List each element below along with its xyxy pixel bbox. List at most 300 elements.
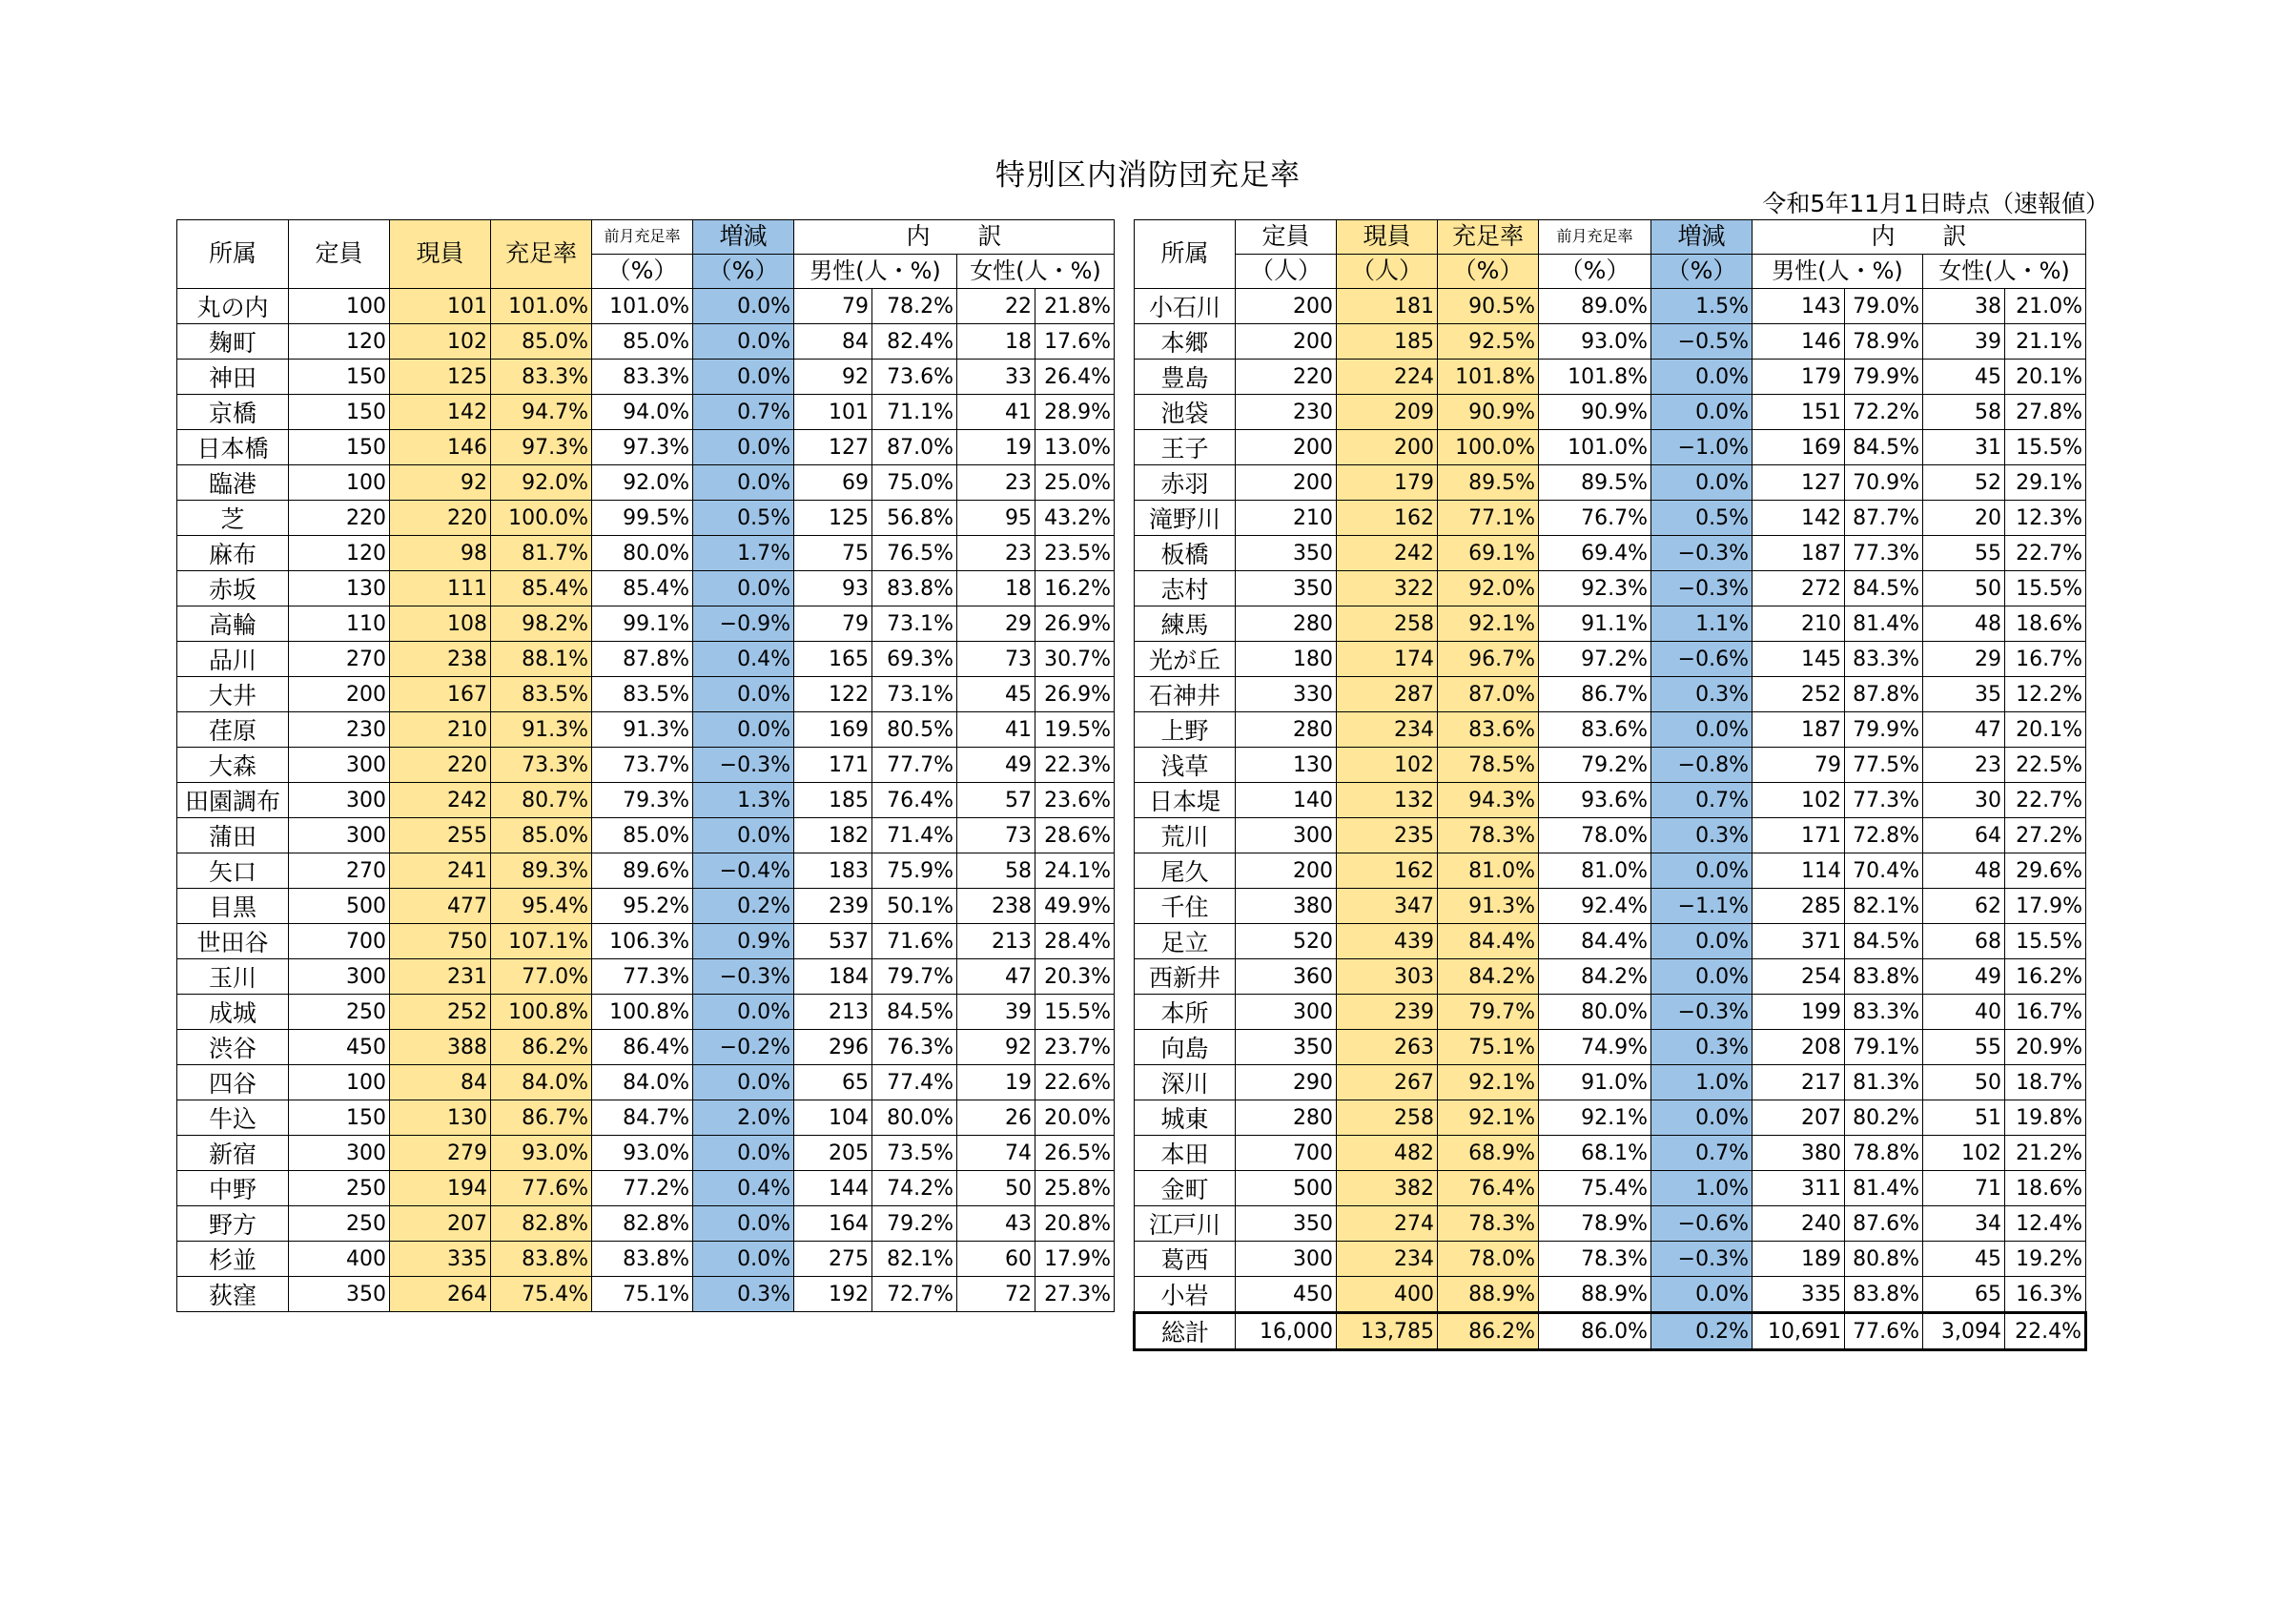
cell-capacity: 330	[1236, 677, 1337, 712]
cell-prev-rate: 77.3%	[592, 959, 693, 995]
cell-current: 274	[1337, 1206, 1438, 1242]
table-row	[1135, 1171, 2086, 1206]
cell-male-count: 205	[794, 1136, 872, 1171]
cell-female-pct: 18.7%	[2005, 1065, 2086, 1100]
cell-prev-rate: 73.7%	[592, 748, 693, 783]
cell-current: 400	[1337, 1277, 1438, 1313]
cell-rate: 100.0%	[1438, 430, 1539, 465]
cell-change: −0.3%	[1651, 1242, 1753, 1277]
table-row	[177, 924, 1115, 959]
cell-female-count: 55	[1923, 536, 2005, 571]
cell-female-count: 30	[1923, 783, 2005, 818]
cell-rate: 94.7%	[491, 395, 592, 430]
cell-male-count: 127	[1753, 465, 1845, 501]
cell-rate: 83.5%	[491, 677, 592, 712]
cell-rate: 100.8%	[491, 995, 592, 1030]
cell-affiliation: 石神井	[1135, 677, 1236, 712]
table-row	[177, 606, 1115, 642]
cell-female-pct: 26.9%	[1035, 606, 1115, 642]
cell-male-count: 537	[794, 924, 872, 959]
cell-affiliation: 杉並	[177, 1242, 289, 1277]
table-row	[1135, 889, 2086, 924]
cell-current: 279	[390, 1136, 491, 1171]
cell-current: 439	[1337, 924, 1438, 959]
table-row	[1135, 606, 2086, 642]
cell-capacity: 200	[1236, 430, 1337, 465]
cell-capacity: 290	[1236, 1065, 1337, 1100]
table-row	[1135, 501, 2086, 536]
cell-female-count: 238	[957, 889, 1035, 924]
cell-capacity: 140	[1236, 783, 1337, 818]
cell-male-count: 79	[794, 606, 872, 642]
cell-affiliation: 板橋	[1135, 536, 1236, 571]
cell-female-pct: 17.9%	[2005, 889, 2086, 924]
cell-male-pct: 76.3%	[872, 1030, 957, 1065]
cell-prev-rate: 83.5%	[592, 677, 693, 712]
cell-affiliation: 日本堤	[1135, 783, 1236, 818]
table-row	[177, 430, 1115, 465]
cell-current: 220	[390, 501, 491, 536]
cell-capacity: 300	[289, 783, 390, 818]
cell-rate: 107.1%	[491, 924, 592, 959]
cell-female-pct: 21.8%	[1035, 289, 1115, 324]
cell-rate: 69.1%	[1438, 536, 1539, 571]
cell-rate: 98.2%	[491, 606, 592, 642]
cell-female-pct: 26.9%	[1035, 677, 1115, 712]
cell-current: 101	[390, 289, 491, 324]
cell-rate: 96.7%	[1438, 642, 1539, 677]
cell-prev-rate: 85.4%	[592, 571, 693, 606]
cell-rate: 78.5%	[1438, 748, 1539, 783]
table-row	[1135, 748, 2086, 783]
cell-capacity: 300	[1236, 818, 1337, 853]
cell-prev-rate: 92.3%	[1539, 571, 1651, 606]
cell-female-pct: 12.4%	[2005, 1206, 2086, 1242]
cell-change: 0.0%	[1651, 712, 1753, 748]
cell-change: 0.3%	[1651, 818, 1753, 853]
cell-capacity: 230	[1236, 395, 1337, 430]
cell-change: 0.4%	[693, 1171, 794, 1206]
cell-change: 0.0%	[693, 677, 794, 712]
cell-affiliation: 足立	[1135, 924, 1236, 959]
cell-current: 242	[390, 783, 491, 818]
cell-male-count: 182	[794, 818, 872, 853]
cell-change: 0.0%	[693, 324, 794, 360]
cell-female-count: 92	[957, 1030, 1035, 1065]
table-row	[1135, 642, 2086, 677]
header-male: 男性(人・%)	[1753, 255, 1923, 289]
cell-current: 235	[1337, 818, 1438, 853]
cell-male-count: 311	[1753, 1171, 1845, 1206]
cell-change: 0.2%	[693, 889, 794, 924]
cell-male-count: 93	[794, 571, 872, 606]
cell-female-pct: 13.0%	[1035, 430, 1115, 465]
cell-capacity: 360	[1236, 959, 1337, 995]
cell-current: 98	[390, 536, 491, 571]
cell-prev-rate: 83.3%	[592, 360, 693, 395]
cell-rate: 92.1%	[1438, 1065, 1539, 1100]
cell-rate: 76.4%	[1438, 1171, 1539, 1206]
cell-capacity: 150	[289, 1100, 390, 1136]
cell-male-pct: 69.3%	[872, 642, 957, 677]
cell-current: 167	[390, 677, 491, 712]
cell-male-count: 10,691	[1753, 1313, 1845, 1350]
cell-female-pct: 43.2%	[1035, 501, 1115, 536]
cell-affiliation: 京橋	[177, 395, 289, 430]
cell-affiliation: 赤羽	[1135, 465, 1236, 501]
cell-capacity: 500	[1236, 1171, 1337, 1206]
cell-prev-rate: 93.6%	[1539, 783, 1651, 818]
cell-affiliation: 牛込	[177, 1100, 289, 1136]
cell-prev-rate: 85.0%	[592, 324, 693, 360]
cell-male-pct: 76.4%	[872, 783, 957, 818]
cell-male-pct: 80.2%	[1845, 1100, 1923, 1136]
cell-rate: 92.1%	[1438, 606, 1539, 642]
cell-affiliation: 金町	[1135, 1171, 1236, 1206]
cell-current: 92	[390, 465, 491, 501]
cell-male-count: 285	[1753, 889, 1845, 924]
cell-male-pct: 70.9%	[1845, 465, 1923, 501]
cell-capacity: 220	[289, 501, 390, 536]
cell-female-pct: 19.8%	[2005, 1100, 2086, 1136]
cell-male-pct: 77.3%	[1845, 536, 1923, 571]
cell-male-pct: 81.4%	[1845, 1171, 1923, 1206]
cell-affiliation: 本田	[1135, 1136, 1236, 1171]
cell-male-pct: 87.0%	[872, 430, 957, 465]
cell-capacity: 130	[289, 571, 390, 606]
cell-affiliation: 深川	[1135, 1065, 1236, 1100]
header-rate: 充足率	[491, 220, 592, 289]
cell-prev-rate: 76.7%	[1539, 501, 1651, 536]
cell-rate: 83.3%	[491, 360, 592, 395]
cell-male-count: 145	[1753, 642, 1845, 677]
cell-change: 0.0%	[693, 571, 794, 606]
cell-female-count: 72	[957, 1277, 1035, 1312]
page-title: 特別区内消防団充足率	[995, 158, 1301, 193]
cell-affiliation: 豊島	[1135, 360, 1236, 395]
left-table-body	[177, 289, 1115, 1312]
cell-capacity: 350	[1236, 1030, 1337, 1065]
cell-prev-rate: 83.8%	[592, 1242, 693, 1277]
cell-prev-rate: 75.1%	[592, 1277, 693, 1312]
cell-rate: 92.1%	[1438, 1100, 1539, 1136]
cell-prev-rate: 87.8%	[592, 642, 693, 677]
cell-female-count: 48	[1923, 606, 2005, 642]
cell-female-count: 102	[1923, 1136, 2005, 1171]
cell-rate: 73.3%	[491, 748, 592, 783]
cell-capacity: 250	[289, 995, 390, 1030]
cell-change: −0.9%	[693, 606, 794, 642]
cell-affiliation: 尾久	[1135, 853, 1236, 889]
cell-female-pct: 18.6%	[2005, 1171, 2086, 1206]
cell-female-pct: 27.8%	[2005, 395, 2086, 430]
cell-affiliation: 玉川	[177, 959, 289, 995]
cell-change: 0.0%	[1651, 853, 1753, 889]
cell-affiliation: 光が丘	[1135, 642, 1236, 677]
table-row	[177, 1242, 1115, 1277]
table-row	[1135, 853, 2086, 889]
cell-male-count: 164	[794, 1206, 872, 1242]
cell-female-count: 23	[957, 465, 1035, 501]
cell-capacity: 150	[289, 430, 390, 465]
cell-female-pct: 22.7%	[2005, 783, 2086, 818]
table-row	[177, 748, 1115, 783]
cell-change: 0.0%	[693, 1242, 794, 1277]
cell-capacity: 300	[289, 959, 390, 995]
cell-prev-rate: 85.0%	[592, 818, 693, 853]
cell-current: 382	[1337, 1171, 1438, 1206]
cell-current: 209	[1337, 395, 1438, 430]
cell-prev-rate: 91.3%	[592, 712, 693, 748]
cell-rate: 81.7%	[491, 536, 592, 571]
cell-female-pct: 23.7%	[1035, 1030, 1115, 1065]
cell-rate: 77.0%	[491, 959, 592, 995]
cell-affiliation: 小岩	[1135, 1277, 1236, 1313]
cell-rate: 85.0%	[491, 324, 592, 360]
cell-change: −0.3%	[693, 748, 794, 783]
cell-capacity: 300	[289, 748, 390, 783]
cell-change: 1.5%	[1651, 289, 1753, 324]
cell-affiliation: 王子	[1135, 430, 1236, 465]
header-breakdown: 内 訳	[794, 220, 1115, 255]
header-affiliation: 所属	[177, 220, 289, 289]
cell-female-pct: 25.8%	[1035, 1171, 1115, 1206]
cell-prev-rate: 97.3%	[592, 430, 693, 465]
cell-prev-rate: 84.4%	[1539, 924, 1651, 959]
table-row	[177, 1171, 1115, 1206]
cell-prev-rate: 79.2%	[1539, 748, 1651, 783]
cell-female-count: 65	[1923, 1277, 2005, 1313]
table-row	[177, 501, 1115, 536]
cell-female-count: 31	[1923, 430, 2005, 465]
cell-capacity: 120	[289, 536, 390, 571]
cell-male-pct: 77.7%	[872, 748, 957, 783]
table-row	[177, 783, 1115, 818]
cell-male-pct: 80.8%	[1845, 1242, 1923, 1277]
cell-male-pct: 83.3%	[1845, 642, 1923, 677]
header-change: 増減	[1651, 220, 1753, 255]
cell-rate: 75.1%	[1438, 1030, 1539, 1065]
cell-current: 125	[390, 360, 491, 395]
cell-female-pct: 28.6%	[1035, 818, 1115, 853]
cell-current: 185	[1337, 324, 1438, 360]
cell-capacity: 300	[289, 818, 390, 853]
cell-male-count: 171	[794, 748, 872, 783]
cell-change: −0.2%	[693, 1030, 794, 1065]
cell-capacity: 400	[289, 1242, 390, 1277]
cell-prev-rate: 93.0%	[1539, 324, 1651, 360]
cell-male-count: 65	[794, 1065, 872, 1100]
cell-affiliation: 総計	[1135, 1313, 1236, 1350]
cell-change: 0.0%	[693, 1136, 794, 1171]
cell-female-count: 3,094	[1923, 1313, 2005, 1350]
cell-rate: 86.2%	[491, 1030, 592, 1065]
table-row	[177, 1030, 1115, 1065]
table-row	[177, 995, 1115, 1030]
cell-male-count: 179	[1753, 360, 1845, 395]
cell-rate: 78.3%	[1438, 818, 1539, 853]
cell-affiliation: 芝	[177, 501, 289, 536]
cell-female-pct: 15.5%	[2005, 571, 2086, 606]
cell-rate: 92.0%	[1438, 571, 1539, 606]
table-row	[177, 889, 1115, 924]
cell-capacity: 110	[289, 606, 390, 642]
cell-rate: 84.0%	[491, 1065, 592, 1100]
cell-capacity: 450	[289, 1030, 390, 1065]
cell-capacity: 100	[289, 1065, 390, 1100]
cell-change: −1.1%	[1651, 889, 1753, 924]
cell-male-pct: 87.6%	[1845, 1206, 1923, 1242]
cell-female-pct: 21.2%	[2005, 1136, 2086, 1171]
cell-prev-rate: 88.9%	[1539, 1277, 1651, 1313]
cell-current: 267	[1337, 1065, 1438, 1100]
cell-prev-rate: 79.3%	[592, 783, 693, 818]
cell-rate: 78.0%	[1438, 1242, 1539, 1277]
cell-affiliation: 志村	[1135, 571, 1236, 606]
cell-current: 477	[390, 889, 491, 924]
cell-change: 2.0%	[693, 1100, 794, 1136]
cell-female-pct: 17.6%	[1035, 324, 1115, 360]
cell-capacity: 210	[1236, 501, 1337, 536]
table-row	[177, 642, 1115, 677]
cell-female-pct: 22.4%	[2005, 1313, 2086, 1350]
cell-current: 263	[1337, 1030, 1438, 1065]
table-row	[177, 677, 1115, 712]
cell-female-count: 62	[1923, 889, 2005, 924]
table-row	[177, 324, 1115, 360]
cell-rate: 90.5%	[1438, 289, 1539, 324]
cell-change: 0.2%	[1651, 1313, 1753, 1350]
cell-current: 258	[1337, 606, 1438, 642]
cell-female-count: 68	[1923, 924, 2005, 959]
cell-female-pct: 20.3%	[1035, 959, 1115, 995]
cell-female-pct: 30.7%	[1035, 642, 1115, 677]
cell-female-count: 20	[1923, 501, 2005, 536]
cell-male-pct: 74.2%	[872, 1171, 957, 1206]
cell-affiliation: 荏原	[177, 712, 289, 748]
table-row	[177, 1100, 1115, 1136]
cell-female-count: 49	[1923, 959, 2005, 995]
cell-change: 0.3%	[1651, 1030, 1753, 1065]
cell-current: 750	[390, 924, 491, 959]
cell-change: −0.8%	[1651, 748, 1753, 783]
cell-male-pct: 82.1%	[1845, 889, 1923, 924]
cell-male-count: 207	[1753, 1100, 1845, 1136]
cell-current: 255	[390, 818, 491, 853]
cell-capacity: 220	[1236, 360, 1337, 395]
cell-current: 264	[390, 1277, 491, 1312]
cell-affiliation: 麹町	[177, 324, 289, 360]
cell-current: 258	[1337, 1100, 1438, 1136]
cell-affiliation: 高輪	[177, 606, 289, 642]
cell-prev-rate: 95.2%	[592, 889, 693, 924]
cell-male-pct: 78.8%	[1845, 1136, 1923, 1171]
cell-capacity: 520	[1236, 924, 1337, 959]
cell-current: 242	[1337, 536, 1438, 571]
cell-change: 0.0%	[693, 465, 794, 501]
cell-female-count: 39	[957, 995, 1035, 1030]
table-row	[1135, 465, 2086, 501]
cell-affiliation: 練馬	[1135, 606, 1236, 642]
cell-female-pct: 29.6%	[2005, 853, 2086, 889]
cell-capacity: 280	[1236, 1100, 1337, 1136]
cell-affiliation: 千住	[1135, 889, 1236, 924]
table-row	[1135, 1065, 2086, 1100]
cell-male-count: 144	[794, 1171, 872, 1206]
cell-male-count: 169	[794, 712, 872, 748]
cell-prev-rate: 81.0%	[1539, 853, 1651, 889]
cell-female-count: 73	[957, 642, 1035, 677]
cell-change: −0.6%	[1651, 642, 1753, 677]
cell-affiliation: 世田谷	[177, 924, 289, 959]
cell-male-pct: 71.4%	[872, 818, 957, 853]
right-table-body	[1135, 289, 2086, 1350]
cell-female-pct: 29.1%	[2005, 465, 2086, 501]
cell-rate: 86.7%	[491, 1100, 592, 1136]
cell-female-pct: 22.7%	[2005, 536, 2086, 571]
cell-change: 0.0%	[693, 995, 794, 1030]
header-change-unit: （%）	[693, 255, 794, 289]
cell-affiliation: 新宿	[177, 1136, 289, 1171]
cell-prev-rate: 101.0%	[592, 289, 693, 324]
cell-female-pct: 21.1%	[2005, 324, 2086, 360]
cell-current: 108	[390, 606, 491, 642]
cell-capacity: 270	[289, 853, 390, 889]
cell-male-count: 69	[794, 465, 872, 501]
cell-capacity: 300	[1236, 1242, 1337, 1277]
cell-prev-rate: 78.0%	[1539, 818, 1651, 853]
cell-prev-rate: 80.0%	[592, 536, 693, 571]
cell-female-count: 55	[1923, 1030, 2005, 1065]
cell-female-count: 26	[957, 1100, 1035, 1136]
cell-current: 239	[1337, 995, 1438, 1030]
cell-female-pct: 20.8%	[1035, 1206, 1115, 1242]
cell-female-pct: 28.4%	[1035, 924, 1115, 959]
cell-prev-rate: 86.7%	[1539, 677, 1651, 712]
cell-female-pct: 15.5%	[2005, 924, 2086, 959]
cell-male-count: 335	[1753, 1277, 1845, 1313]
cell-male-pct: 72.7%	[872, 1277, 957, 1312]
cell-rate: 88.1%	[491, 642, 592, 677]
cell-male-count: 127	[794, 430, 872, 465]
table-row	[1135, 289, 2086, 324]
cell-male-pct: 70.4%	[1845, 853, 1923, 889]
cell-female-count: 50	[1923, 571, 2005, 606]
cell-current: 84	[390, 1065, 491, 1100]
cell-male-pct: 83.8%	[872, 571, 957, 606]
cell-female-pct: 25.0%	[1035, 465, 1115, 501]
header-prev-rate-unit: （%）	[1539, 255, 1651, 289]
cell-rate: 78.3%	[1438, 1206, 1539, 1242]
cell-male-count: 183	[794, 853, 872, 889]
cell-change: 0.0%	[1651, 924, 1753, 959]
cell-male-pct: 77.3%	[1845, 783, 1923, 818]
cell-capacity: 16,000	[1236, 1313, 1337, 1350]
table-row	[1135, 959, 2086, 995]
cell-male-count: 169	[1753, 430, 1845, 465]
cell-rate: 77.6%	[491, 1171, 592, 1206]
cell-affiliation: 大井	[177, 677, 289, 712]
cell-change: 1.0%	[1651, 1065, 1753, 1100]
cell-current: 303	[1337, 959, 1438, 995]
cell-rate: 95.4%	[491, 889, 592, 924]
cell-prev-rate: 92.1%	[1539, 1100, 1651, 1136]
cell-female-count: 29	[957, 606, 1035, 642]
cell-current: 231	[390, 959, 491, 995]
cell-prev-rate: 84.2%	[1539, 959, 1651, 995]
cell-affiliation: 中野	[177, 1171, 289, 1206]
cell-rate: 84.2%	[1438, 959, 1539, 995]
